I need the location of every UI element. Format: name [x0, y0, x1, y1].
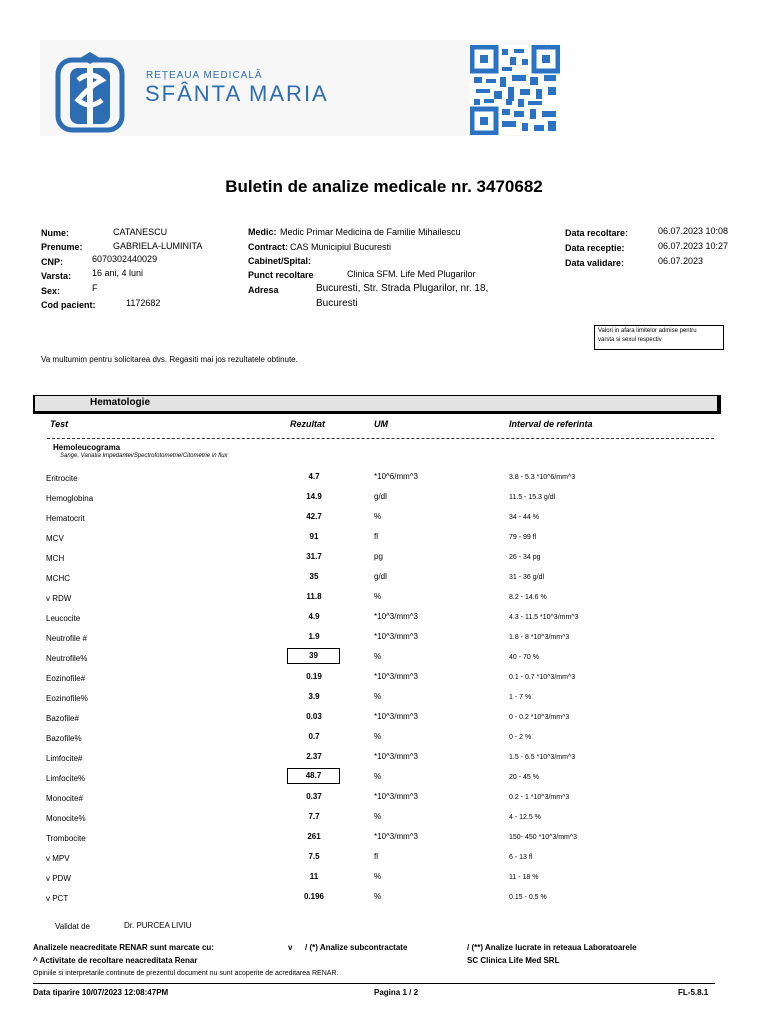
result-ref: 3.8 - 5.3 *10^6/mm^3 — [509, 474, 576, 481]
result-value: 35 — [309, 572, 319, 581]
page-title: Buletin de analize medicale nr. 3470682 — [225, 177, 543, 196]
result-name: Neutrofile% — [46, 654, 88, 663]
group-name: Hemoleucograma — [53, 443, 121, 452]
table-row — [0, 772, 768, 786]
result-name: Hematocrit — [46, 514, 85, 523]
form-code: FL-5.8.1 — [678, 988, 709, 997]
result-ref: 1 - 7 % — [509, 694, 532, 701]
cnp-value: 6070302440029 — [92, 254, 158, 264]
result-name: Limfocite% — [46, 774, 86, 783]
data-validare-label: Data validare: — [565, 258, 625, 268]
section-title: Hematologie — [90, 397, 151, 408]
logo-line1: REȚEAUA MEDICALĂ — [146, 70, 263, 81]
result-ref: 0 - 2 % — [509, 734, 532, 741]
result-value: 4.7 — [308, 472, 320, 481]
result-um: *10^3/mm^3 — [374, 792, 418, 801]
adresa-label: Adresa — [248, 285, 279, 295]
result-value: 0.7 — [308, 732, 320, 741]
result-ref: 0.1 - 0.7 *10^3/mm^3 — [509, 674, 576, 681]
result-name: Eritrocite — [46, 474, 78, 483]
result-name: Eozinofile% — [46, 694, 88, 703]
result-value: 261 — [307, 832, 321, 841]
result-value: 3.9 — [308, 692, 320, 701]
result-ref: 150- 450 *10^3/mm^3 — [509, 834, 578, 841]
qr-code-icon — [470, 45, 560, 135]
table-row — [0, 592, 768, 606]
result-value: 0.19 — [306, 672, 322, 681]
cod-pacient-label: Cod pacient: — [41, 300, 96, 310]
cnp-label: CNP: — [41, 257, 63, 267]
cod-pacient-value: 1172682 — [126, 298, 161, 308]
renar-note-label: Analizele neacreditate RENAR sunt marcate cu: — [33, 943, 214, 952]
adresa-line1: Bucuresti, Str. Strada Plugarilor, nr. 18, — [316, 283, 489, 294]
result-value: 11.8 — [306, 592, 322, 601]
result-um: % — [374, 652, 382, 661]
table-row — [0, 672, 768, 686]
result-ref: 11.5 - 15.3 g/dl — [509, 494, 556, 501]
table-row — [0, 852, 768, 866]
varsta-label: Varsta: — [41, 271, 72, 281]
result-um: % — [374, 872, 382, 881]
result-name: Bazofile# — [46, 714, 79, 723]
result-um: % — [374, 512, 382, 521]
result-name: v PCT — [46, 894, 69, 903]
result-ref: 4.3 - 11.5 *10^3/mm^3 — [509, 614, 579, 621]
result-um: *10^6/mm^3 — [374, 472, 418, 481]
result-ref: 4 - 12.5 % — [509, 814, 541, 821]
result-um: g/dl — [374, 572, 387, 581]
legend-box — [594, 325, 724, 350]
network-note-2: SC Clinica Life Med SRL — [467, 956, 560, 965]
result-um: *10^3/mm^3 — [374, 672, 418, 681]
result-um: % — [374, 592, 382, 601]
table-row — [0, 492, 768, 506]
nume-value: CATANESCU — [113, 227, 168, 237]
result-value: 0.196 — [303, 892, 325, 901]
col-header-um: UM — [374, 419, 388, 429]
nume-label: Nume: — [41, 228, 70, 238]
legend-line1: Valori in afara limitelor admise pentru — [598, 328, 697, 334]
table-row — [0, 552, 768, 566]
medic-label: Medic: — [248, 227, 277, 237]
result-ref: 40 - 70 % — [509, 654, 539, 661]
result-name: Neutrofile # — [46, 634, 87, 643]
header-divider — [47, 438, 714, 439]
result-ref: 79 - 99 fl — [509, 534, 537, 541]
result-ref: 20 - 45 % — [509, 774, 539, 781]
contract-value: CAS Municipiul Bucuresti — [290, 242, 392, 252]
result-value: 2.37 — [306, 752, 322, 761]
table-row — [0, 472, 768, 486]
sex-value: F — [92, 283, 98, 293]
table-row — [0, 612, 768, 626]
result-value: 14.9 — [306, 492, 322, 501]
result-ref: 34 - 44 % — [509, 514, 539, 521]
punct-recoltare-value: Clinica SFM. Life Med Plugarilor — [347, 269, 476, 279]
result-name: v PDW — [46, 874, 71, 883]
disclaimer: Opiniile si interpretarile continute de prezentul document nu sunt acoperite de acreditarea RENAR. — [33, 970, 339, 977]
result-name: Bazofile% — [46, 734, 82, 743]
result-ref: 0.2 - 1 *10^3/mm^3 — [509, 794, 570, 801]
legend-line2: varsta si sexul respectiv — [598, 337, 662, 343]
result-name: MCV — [46, 534, 64, 543]
result-ref: 0.15 - 0.5 % — [509, 894, 547, 901]
result-ref: 26 - 34 pg — [509, 554, 541, 561]
col-header-rezultat: Rezultat — [290, 419, 326, 429]
result-um: *10^3/mm^3 — [374, 832, 418, 841]
result-name: Trombocite — [46, 834, 86, 843]
intro-text: Va multumim pentru solicitarea dvs. Regasiti mai jos rezultatele obtinute. — [41, 355, 298, 364]
table-row — [0, 512, 768, 526]
result-um: % — [374, 892, 382, 901]
result-name: MCHC — [46, 574, 70, 583]
table-row — [0, 832, 768, 846]
result-value-flagged: 48.7 — [287, 768, 340, 784]
result-um: *10^3/mm^3 — [374, 712, 418, 721]
result-um: *10^3/mm^3 — [374, 612, 418, 621]
result-ref: 6 - 13 fl — [509, 854, 533, 861]
table-row — [0, 732, 768, 746]
result-ref: 8.2 - 14.6 % — [509, 594, 547, 601]
print-date: Data tiparire 10/07/2023 12:08:47PM — [33, 988, 169, 997]
result-value-flagged: 39 — [287, 648, 340, 664]
validated-doctor: Dr. PURCEA LIVIU — [124, 921, 192, 930]
table-row — [0, 692, 768, 706]
table-row — [0, 652, 768, 666]
col-header-interval: Interval de referinta — [509, 419, 593, 429]
result-name: Leucocite — [46, 614, 81, 623]
result-ref: 11 - 18 % — [509, 874, 539, 881]
result-ref: 0 - 0.2 *10^3/mm^3 — [509, 714, 570, 721]
cabinet-label: Cabinet/Spital: — [248, 256, 312, 266]
page-number: Pagina 1 / 2 — [374, 988, 419, 997]
logo-line2: SFÂNTA MARIA — [145, 81, 329, 106]
adresa-line2: Bucuresti — [316, 298, 358, 309]
table-row — [0, 632, 768, 646]
result-value: 7.5 — [308, 852, 320, 861]
result-um: fl — [374, 532, 378, 541]
table-row — [0, 572, 768, 586]
result-um: % — [374, 812, 382, 821]
result-name: v MPV — [46, 854, 70, 863]
result-name: Limfocite# — [46, 754, 83, 763]
data-recoltare-label: Data recoltare: — [565, 228, 629, 238]
result-name: Hemoglobina — [46, 494, 94, 503]
result-um: fl — [374, 852, 378, 861]
data-receptie-value: 06.07.2023 10:27 — [658, 241, 729, 251]
result-um: % — [374, 772, 382, 781]
result-value: 11 — [309, 872, 319, 881]
activity-note: ^ Activitate de recoltare neacreditata Renar — [33, 956, 198, 965]
result-ref: 1.5 - 6.5 *10^3/mm^3 — [509, 754, 576, 761]
prenume-value: GABRIELA-LUMINITA — [113, 241, 203, 251]
result-name: Monocite% — [46, 814, 86, 823]
data-recoltare-value: 06.07.2023 10:08 — [658, 226, 729, 236]
section-header-hematologie — [33, 395, 721, 414]
result-ref: 1.8 - 8 *10^3/mm^3 — [509, 634, 570, 641]
result-um: *10^3/mm^3 — [374, 632, 418, 641]
table-row — [0, 792, 768, 806]
table-row — [0, 752, 768, 766]
punct-recoltare-label: Punct recoltare — [248, 270, 314, 280]
result-value: 0.37 — [306, 792, 322, 801]
result-ref: 31 - 36 g/dl — [509, 574, 545, 581]
table-row — [0, 892, 768, 906]
result-um: *10^3/mm^3 — [374, 752, 418, 761]
result-value: 1.9 — [308, 632, 320, 641]
prenume-label: Prenume: — [41, 242, 83, 252]
data-receptie-label: Data receptie: — [565, 243, 625, 253]
result-name: Monocite# — [46, 794, 83, 803]
result-um: g/dl — [374, 492, 387, 501]
data-validare-value: 06.07.2023 — [658, 256, 704, 266]
sex-label: Sex: — [41, 286, 61, 296]
col-header-test: Test — [50, 419, 69, 429]
footer-divider — [33, 983, 715, 984]
result-value: 7.7 — [308, 812, 320, 821]
result-name: MCH — [46, 554, 65, 563]
contract-label: Contract: — [248, 242, 288, 252]
result-value: 42.7 — [306, 512, 322, 521]
result-um: % — [374, 732, 382, 741]
sfanta-maria-logo-icon — [50, 50, 130, 134]
renar-mark: v — [288, 943, 293, 952]
group-method: Sange, Variatia Impedantei/Spectrofotometrie/Citometrie in flux — [60, 453, 228, 459]
table-row — [0, 812, 768, 826]
table-row — [0, 712, 768, 726]
validated-label: Validat de — [55, 922, 90, 931]
subcontract-note: / (*) Analize subcontractate — [305, 943, 408, 952]
result-value: 31.7 — [306, 552, 322, 561]
table-row — [0, 872, 768, 886]
result-um: pg — [374, 552, 383, 561]
result-name: v RDW — [46, 594, 72, 603]
result-value: 4.9 — [308, 612, 320, 621]
table-row — [0, 532, 768, 546]
result-um: % — [374, 692, 382, 701]
result-value: 0.03 — [306, 712, 322, 721]
result-value: 91 — [309, 532, 319, 541]
result-name: Eozinofile# — [46, 674, 86, 683]
varsta-value: 16 ani, 4 luni — [92, 268, 144, 278]
medic-value: Medic Primar Medicina de Familie Mihailescu — [280, 227, 461, 237]
network-note: / (**) Analize lucrate in reteaua Laboratoarele — [467, 943, 637, 952]
